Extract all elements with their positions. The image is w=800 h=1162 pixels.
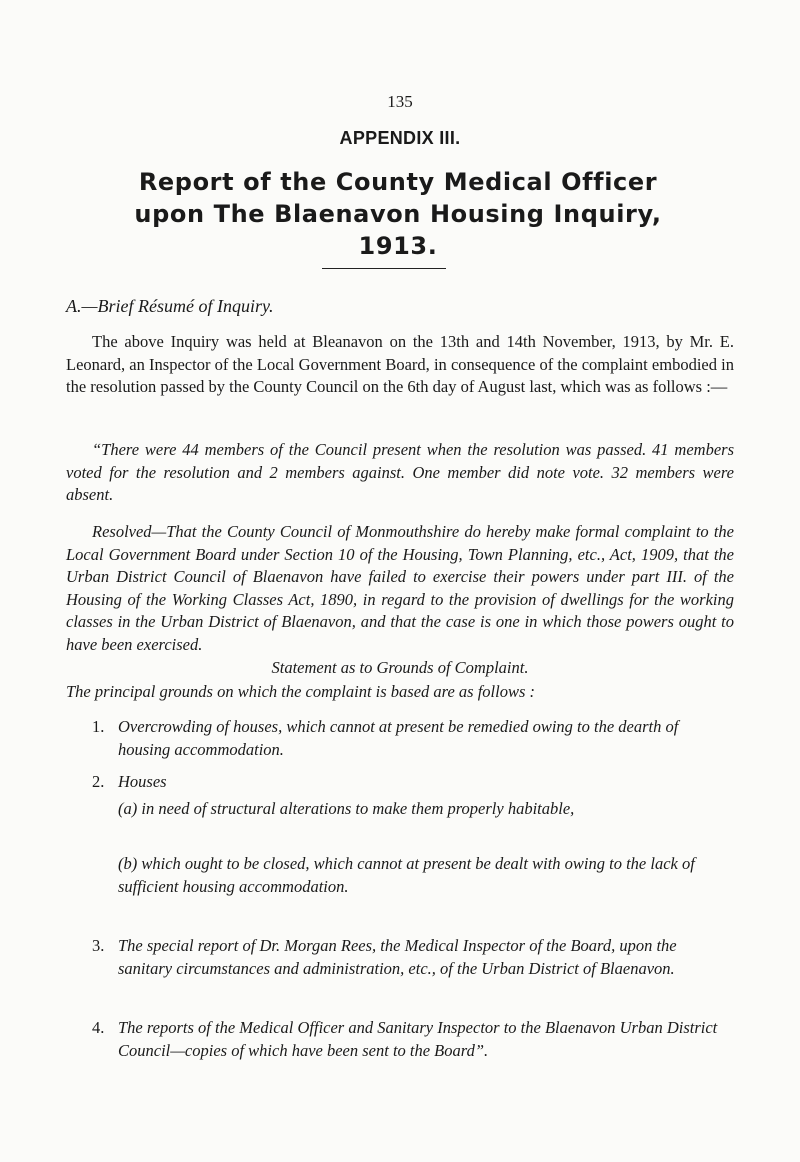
list-item-text: The reports of the Medical Officer and Sanitary Inspector to the Blaenavon Urban District Council—copies of which have been sent to the Board”. [118, 1018, 718, 1060]
list-item [92, 716, 732, 761]
list-item-number: 4. [92, 1018, 105, 1037]
intro-paragraph: The above Inquiry was held at Bleanavon on the 13th and 14th November, 1913, by Mr. E. Leonard, an Inspector of the Local Government Board, in consequence of the complaint embodied in the resolution passed by the County Council on the 6th day of August last, which was as follows :— [66, 332, 734, 396]
list-item [92, 771, 732, 794]
resolved-paragraph: Resolved—That the County Council of Monmouthshire do hereby make formal complaint to the Local Government Board under Section 10 of the Housing, Town Planning, etc., Act, 1909, that the Urban District Council of Blaenavon have failed to exercise their powers under part III. of the Housing of the Working Classes Act, 1890, in regard to the provision of dwellings for the working classes in the Urban District of Blaenavon, and that the case is one in which those powers ought to have been exercised. [66, 522, 734, 654]
statement-heading: Statement as to Grounds of Complaint. [271, 658, 529, 677]
list-item-number: 2. [92, 772, 105, 791]
sub-item-a: (a) in need of structural alterations to make them properly habitable, [118, 799, 575, 818]
list-item-number: 1. [92, 717, 105, 736]
page-number: 135 [387, 92, 413, 111]
list-item-text: The special report of Dr. Morgan Rees, the Medical Inspector of the Board, upon the sanitary circumstances and administration, etc., of the Urban District of Blaenavon. [118, 936, 677, 978]
list-item-text: Houses [118, 772, 167, 791]
grounds-intro: The principal grounds on which the complaint is based are as follows : [66, 682, 536, 701]
quote-paragraph: “There were 44 members of the Council present when the resolution was passed. 41 members voted for the resolution and 2 members against. One member did note vote. 32 members were absent. [66, 440, 734, 504]
title-divider [322, 268, 446, 269]
list-item-text: Overcrowding of houses, which cannot at present be remedied owing to the dearth of housing accommodation. [118, 717, 679, 759]
list-item [92, 935, 732, 980]
report-title: Report of the County Medical Officer upon The Blaenavon Housing Inquiry, 1913. [134, 168, 662, 260]
appendix-heading: APPENDIX III. [339, 128, 461, 148]
list-item-number: 3. [92, 936, 105, 955]
sub-item-b: (b) which ought to be closed, which cannot at present be dealt with owing to the lack of sufficient housing accommodation. [118, 854, 695, 896]
section-heading: A.—Brief Résumé of Inquiry. [66, 296, 274, 316]
list-item [92, 1017, 732, 1062]
